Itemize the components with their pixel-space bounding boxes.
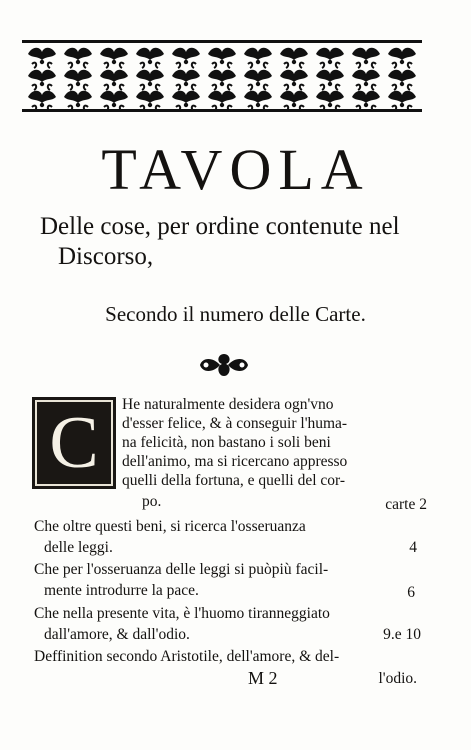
- entry-1-line-1: He naturalmente desidera ogn'vno: [122, 396, 334, 413]
- entry-1-line-5: quelli della fortuna, e quelli del cor-: [122, 472, 346, 489]
- entry-4-line-2: dall'amore, & dall'odio.: [44, 626, 190, 643]
- page-title: TAVOLA: [101, 137, 370, 202]
- dropcap-initial: C: [32, 397, 116, 489]
- entry-4-line-1: Che nella presente vita, è l'huomo tiranneggiato: [34, 605, 330, 622]
- ornamental-headpiece: [22, 40, 422, 112]
- entry-5-line-2: l'odio.: [378, 670, 417, 687]
- signature-mark: M 2: [248, 668, 278, 688]
- entry-3-page: 6: [407, 584, 415, 601]
- headpiece-ornament: [22, 43, 422, 109]
- entry-1-line-6: po.: [142, 493, 162, 510]
- entry-4-page: 9.e 10: [383, 626, 421, 643]
- entry-3-line-1: Che per l'osseruanza delle leggi si puòpiù facil-: [34, 561, 329, 578]
- entry-1-line-4: dell'animo, ma si ricercano appresso: [122, 453, 348, 470]
- entry-3-line-2: mente introdurre la pace.: [44, 582, 199, 599]
- fleuron-ornament: [196, 350, 252, 380]
- entry-2-line-1: Che oltre questi beni, si ricerca l'osseruanza: [34, 518, 306, 535]
- subtitle-line-1: Delle cose, per ordine contenute nel: [40, 213, 400, 240]
- entry-2-page: 4: [409, 539, 417, 556]
- entry-2-line-2: delle leggi.: [44, 539, 113, 556]
- ordering-note: Secondo il numero delle Carte.: [105, 302, 366, 326]
- subtitle: [40, 212, 450, 272]
- entry-1-line-2: d'esser felice, & à conseguir l'huma-: [122, 415, 348, 432]
- entry-5-line-1: Deffinition secondo Aristotile, dell'amore, & del-: [34, 648, 340, 665]
- entry-1-page: carte 2: [385, 496, 427, 513]
- entry-1-line-3: na felicità, non bastano i soli beni: [122, 434, 331, 451]
- subtitle-line-2: Discorso,: [58, 243, 154, 270]
